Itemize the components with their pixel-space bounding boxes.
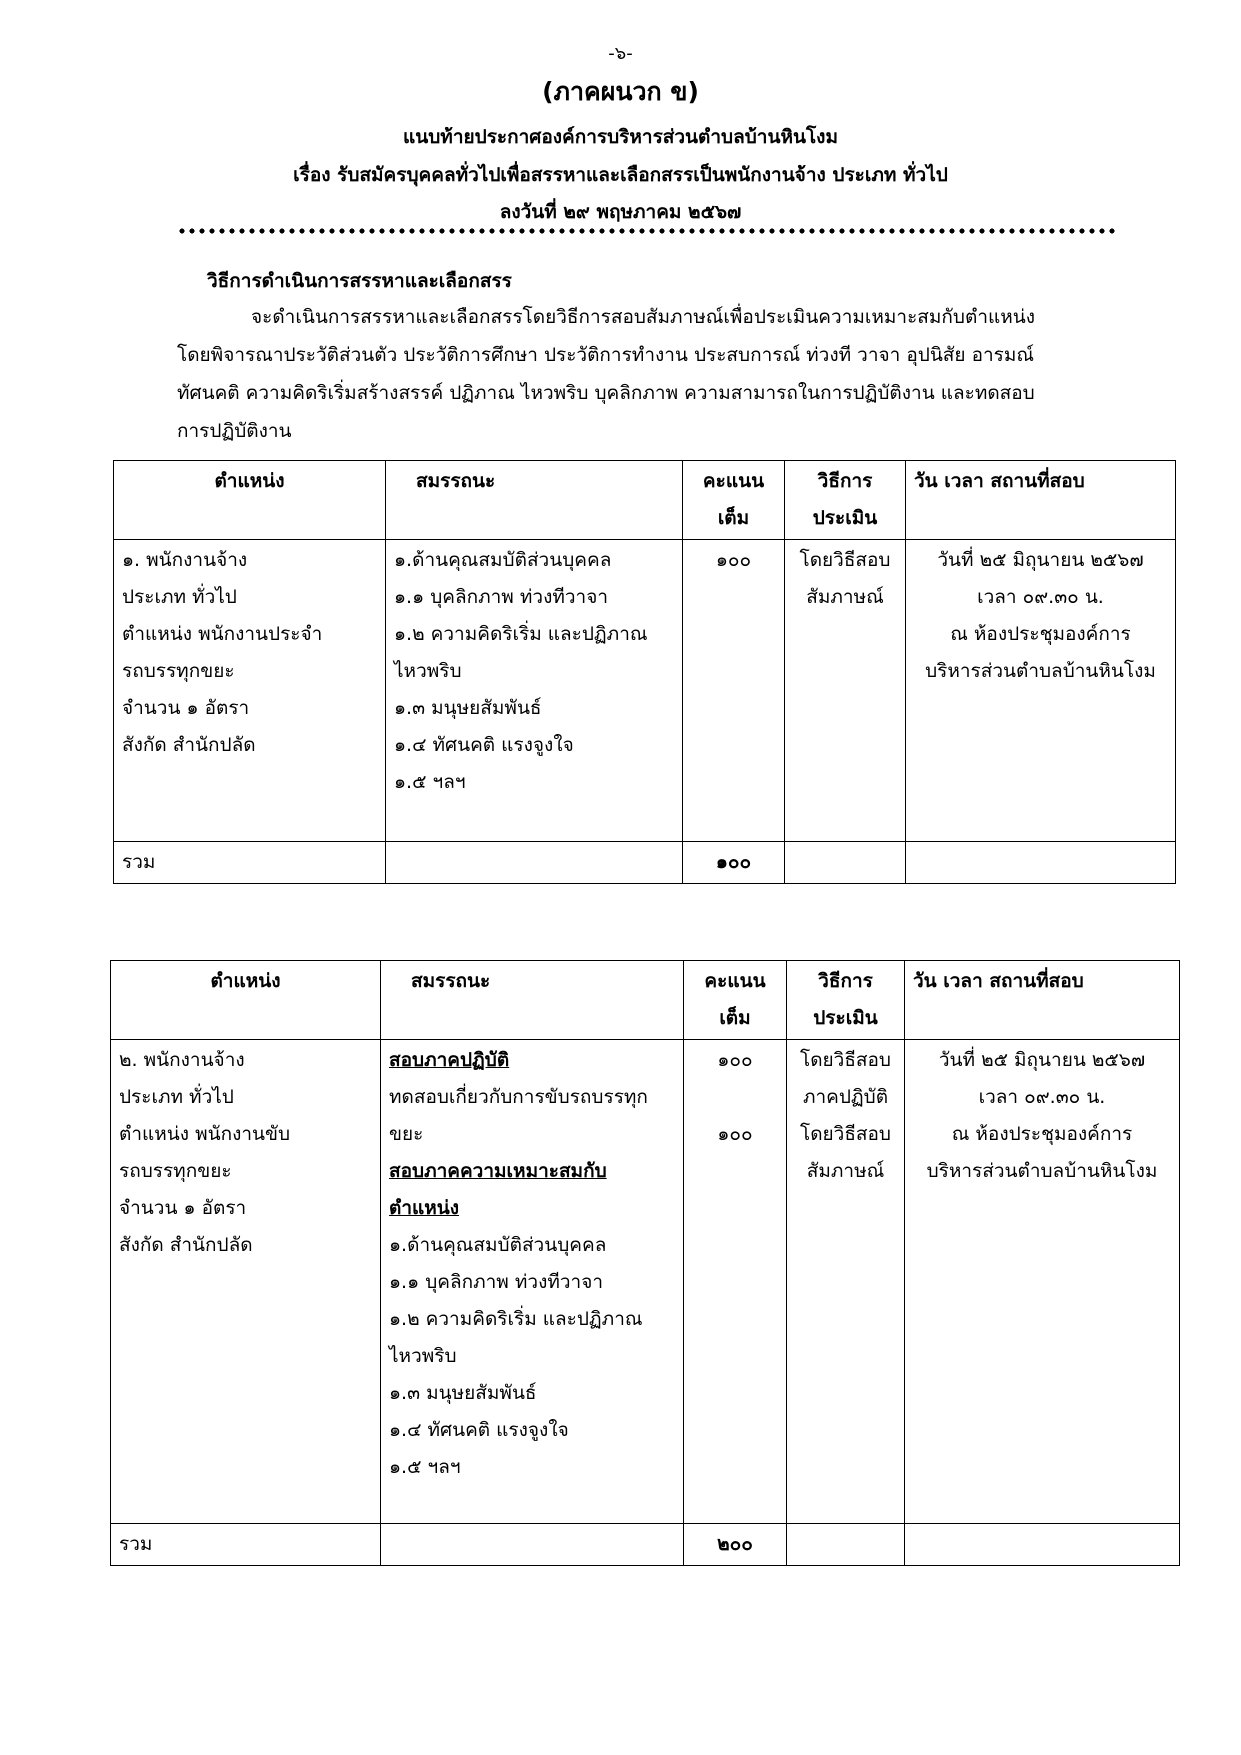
table-row [111, 1040, 1180, 1524]
col-score-header: คะแนน เต็ม [683, 461, 785, 540]
dotted-divider [177, 228, 1115, 234]
header-line-3: ลงวันที่ ๒๙ พฤษภาคม ๒๕๖๗ [499, 201, 742, 223]
section-heading: วิธีการดำเนินการสรรหาและเลือกสรร [207, 270, 512, 292]
total-row [111, 1524, 1180, 1566]
method-paragraph [177, 298, 1107, 450]
competency-cell: สอบภาคปฏิบัติ ทดสอบเกี่ยวกับการขับรถบรรทุก ขยะ สอบภาคความเหมาะสมกับ ตำแหน่ง ๑.ด้านคุณสมบัติส่วนบุคคล ๑.๑ บุคลิกภาพ ท่วงทีวาจา ๑.๒ ความคิดริเริ่ม และปฏิภาณ ไหวพริบ ๑.๓ มนุษยสัมพันธ์ ๑.๔ ทัศนคติ แรงจูงใจ ๑.๕ ฯลฯ [381, 1040, 684, 1524]
paragraph-line: โดยพิจารณาประวัติส่วนตัว ประวัติการศึกษา ประวัติการทำงาน ประสบการณ์ ท่วงที วาจา อุปนิสัย อารมณ์ [177, 344, 1035, 366]
paragraph-line: การปฏิบัติงาน [177, 420, 292, 442]
practical-heading: สอบภาคปฏิบัติ [389, 1049, 510, 1071]
page-number: -๖- [608, 43, 633, 64]
col-method-header: วิธีการ ประเมิน [787, 961, 905, 1040]
table-row [114, 540, 1176, 842]
header-line-2: เรื่อง รับสมัครบุคคลทั่วไปเพื่อสรรหาและเลือกสรรเป็นพนักงานจ้าง ประเภท ทั่วไป [293, 164, 948, 186]
table-header-row [111, 961, 1180, 1040]
total-label: รวม [111, 1524, 381, 1566]
position-cell: ๒. พนักงานจ้าง ประเภท ทั่วไป ตำแหน่ง พนักงานขับ รถบรรทุกขยะ จำนวน ๑ อัตรา สังกัด สำนักปลัด [111, 1040, 381, 1524]
paragraph-line: จะดำเนินการสรรหาและเลือกสรรโดยวิธีการสอบสัมภาษณ์เพื่อประเมินความเหมาะสมกับตำแหน่ง [251, 306, 1036, 328]
position-cell: ๑. พนักงานจ้าง ประเภท ทั่วไป ตำแหน่ง พนักงานประจำ รถบรรทุกขยะ จำนวน ๑ อัตรา สังกัด สำนักปลัด [114, 540, 386, 842]
schedule-cell: วันที่ ๒๕ มิถุนายน ๒๕๖๗ เวลา ๐๙.๓๐ น. ณ ห้องประชุมองค์การ บริหารส่วนตำบลบ้านหินโงม [905, 1040, 1180, 1524]
header-line-1: แนบท้ายประกาศองค์การบริหารส่วนตำบลบ้านหินโงม [403, 126, 838, 148]
total-score: ๒๐๐ [684, 1524, 787, 1566]
col-score-header: คะแนน เต็ม [684, 961, 787, 1040]
schedule-cell: วันที่ ๒๕ มิถุนายน ๒๕๖๗ เวลา ๐๙.๓๐ น. ณ ห้องประชุมองค์การ บริหารส่วนตำบลบ้านหินโงม [906, 540, 1176, 842]
col-competency-header: สมรรถนะ [381, 961, 684, 1040]
competency-cell: ๑.ด้านคุณสมบัติส่วนบุคคล ๑.๑ บุคลิกภาพ ท่วงทีวาจา ๑.๒ ความคิดริเริ่ม และปฏิภาณ ไหวพริบ ๑.๓ มนุษยสัมพันธ์ ๑.๔ ทัศนคติ แรงจูงใจ ๑.๕ ฯลฯ [386, 540, 683, 842]
col-position-header: ตำแหน่ง [114, 461, 386, 540]
col-method-header: วิธีการ ประเมิน [785, 461, 906, 540]
score-cell: ๑๐๐ [683, 540, 785, 842]
col-position-header: ตำแหน่ง [111, 961, 381, 1040]
col-schedule-header: วัน เวลา สถานที่สอบ [905, 961, 1180, 1040]
suitability-heading: สอบภาคความเหมาะสมกับ [389, 1160, 607, 1182]
table-header-row [114, 461, 1176, 540]
paragraph-line: ทัศนคติ ความคิดริเริ่มสร้างสรรค์ ปฏิภาณ ไหวพริบ บุคลิกภาพ ความสามารถในการปฏิบัติงาน และทดสอบ [177, 382, 1035, 404]
method-cell: โดยวิธีสอบ สัมภาษณ์ [785, 540, 906, 842]
score-cell: ๑๐๐ ๑๐๐ [684, 1040, 787, 1524]
total-label: รวม [114, 842, 386, 884]
assessment-table-1 [113, 460, 1176, 884]
assessment-table-2 [110, 960, 1180, 1566]
method-cell: โดยวิธีสอบ ภาคปฏิบัติ โดยวิธีสอบ สัมภาษณ์ [787, 1040, 905, 1524]
total-row [114, 842, 1176, 884]
total-score: ๑๐๐ [683, 842, 785, 884]
col-competency-header: สมรรถนะ [386, 461, 683, 540]
col-schedule-header: วัน เวลา สถานที่สอบ [906, 461, 1176, 540]
appendix-title: (ภาคผนวก ข) [542, 77, 699, 106]
